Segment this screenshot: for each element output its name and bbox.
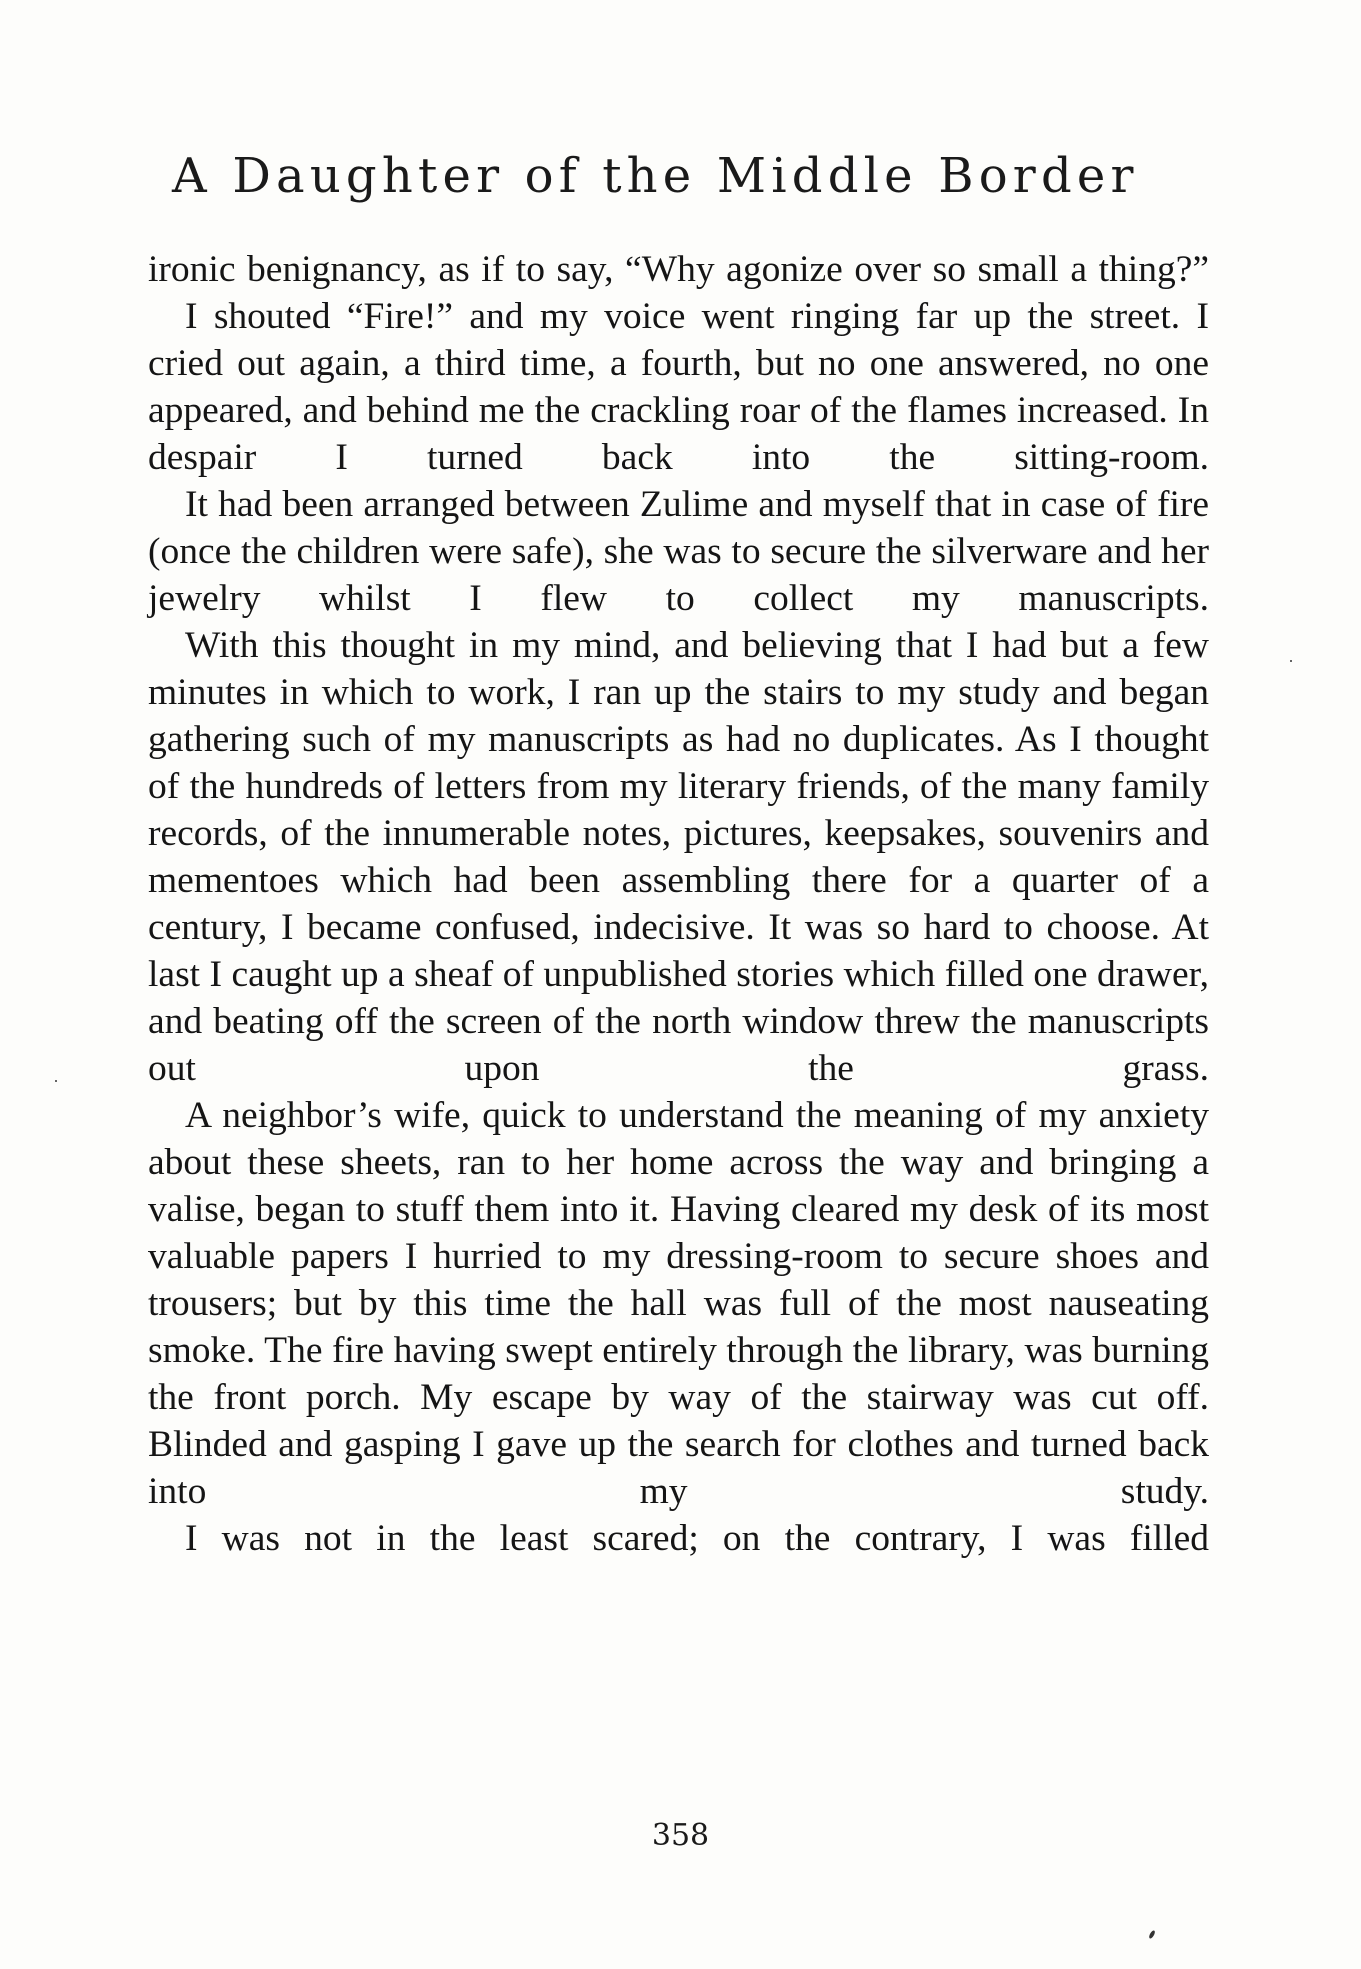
paragraph-3: It had been arranged between Zulime and myself that in case of fire (once the children were safe), she was to secure the silverware and her jewelry whilst I flew to collect my manuscripts.: [148, 484, 1209, 619]
paragraph-1: ironic benignancy, as if to say, “Why agonize over so small a thing?”: [148, 249, 1209, 290]
paragraph-5: A neighbor’s wife, quick to understand the meaning of my anxiety about these sheets, ran to her home across the way and bringing a valise, began to stuff them into it. Having cleared my desk of its most valuable papers I hurried to my dressing-room to secure shoes and trousers; but by this time the hall was full of the most nauseating smoke. The fire having swept entirely through the library, was burning the front porch. My escape by way of the stairway was cut off. Blinded and gasping I gave up the search for clothes and turned back into my study.: [148, 1095, 1209, 1512]
paragraph-2: I shouted “Fire!” and my voice went ringing far up the street. I cried out again, a third time, a fourth, but no one answered, no one appeared, and behind me the crackling roar of the flames increased. In despair I turned back into the sitting-room.: [148, 296, 1209, 478]
ink-speck: [1290, 660, 1292, 662]
paragraph-4: With this thought in my mind, and believing that I had but a few minutes in which to work, I ran up the stairs to my study and began gathering such of my manuscripts as had no duplicates. As I thought of the hundreds of letters from my literary friends, of the many family records, of the innumerable notes, pictures, keepsakes, souvenirs and mementoes which had been assembling there for a quarter of a century, I became confused, indecisive. It was so hard to choose. At last I caught up a sheaf of unpublished stories which filled one drawer, and beating off the screen of the north window threw the manuscripts out upon the grass.: [148, 625, 1209, 1089]
body-text: [148, 246, 1209, 1562]
paragraph-6: I was not in the least scared; on the contrary, I was filled: [185, 1518, 1209, 1559]
running-title: A Daughter of the Middle Border: [172, 148, 1139, 204]
ink-speck: [1148, 1930, 1156, 1940]
ink-speck: [55, 1080, 57, 1082]
page-number: 358: [651, 1818, 710, 1853]
